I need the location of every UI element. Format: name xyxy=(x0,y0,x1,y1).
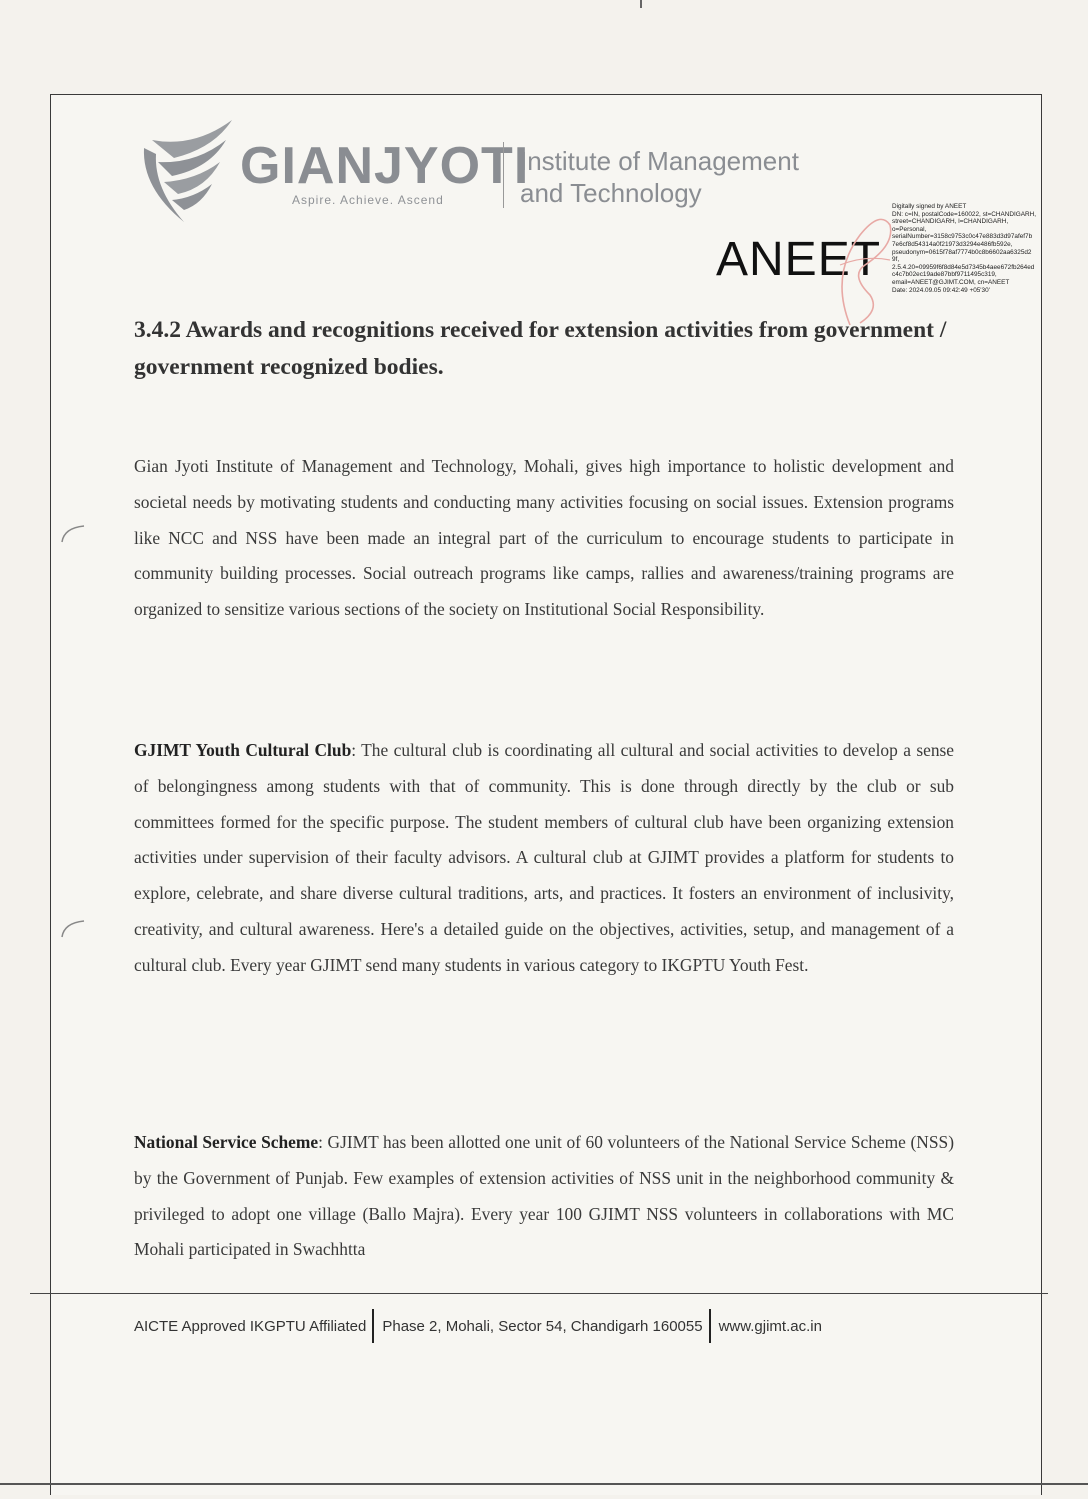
signature-detail-line: email=ANEET@GJIMT.COM, cn=ANEET xyxy=(892,278,1010,286)
signature-detail-line: street=CHANDIGARH, l=CHANDIGARH, xyxy=(892,218,1009,226)
nss-text: : GJIMT has been allotted one unit of 60 volunteers of the National Service Scheme (NSS) by the Government of Punjab. Few examples of extension activities of NSS unit in the neighborhood community & privileged to adopt one village (Ballo Majra). Every year 100 GJIMT NSS volunteers in collaborations with MC Mohali participated in Swachhtta xyxy=(134,1132,954,1260)
page-footer xyxy=(134,1309,822,1343)
signature-name: ANEET xyxy=(716,233,882,286)
section-title: 3.4.2 Awards and recognitions received for extension activities from government / government recognized bodies. xyxy=(134,317,947,380)
nss-heading: National Service Scheme xyxy=(134,1132,319,1152)
footer-website: www.gjimt.ac.in xyxy=(718,1317,822,1335)
punch-hole-mark-icon xyxy=(58,520,88,550)
footer-separator xyxy=(372,1309,374,1343)
signature-detail-line: o=Personal, xyxy=(892,225,927,233)
footer-separator xyxy=(709,1309,711,1343)
signature-detail-line: 7e6cf8d54314a0f21973d3294e486fb592e, xyxy=(892,240,1013,248)
punch-hole-mark-icon xyxy=(58,915,88,945)
institute-name-line1: Institute of Management xyxy=(520,146,799,176)
shield-logo-icon xyxy=(134,118,238,226)
signature-detail-line: c4c7b02ec19ade87bbf9711495c319, xyxy=(892,271,997,279)
nss-paragraph xyxy=(134,1125,954,1268)
signature-detail-line: 9f, xyxy=(892,256,900,264)
scan-edge xyxy=(0,1483,1088,1485)
scan-speck xyxy=(640,0,642,8)
institute-name xyxy=(520,145,799,209)
signature-detail-line: Date: 2024.09.05 09:42:49 +05'30' xyxy=(892,286,990,294)
signature-detail-line: DN: c=IN, postalCode=160022, st=CHANDIGARH, xyxy=(892,210,1037,218)
footer-approval: AICTE Approved IKGPTU Affiliated xyxy=(134,1317,367,1335)
brand-tagline: Aspire. Achieve. Ascend xyxy=(292,193,444,207)
header-divider xyxy=(503,142,504,208)
institute-name-line2: and Technology xyxy=(520,178,702,208)
intro-paragraph: Gian Jyoti Institute of Management and Technology, Mohali, gives high importance to holistic development and societal needs by motivating students and conducting many activities focusing on social issues. Extension programs like NCC and NSS have been made an integral part of the curriculum to encourage students to participate in community building processes. Social outreach programs like camps, rallies and awareness/training programs are organized to sensitize various sections of the society on Institutional Social Responsibility. xyxy=(134,456,954,620)
footer-divider xyxy=(30,1293,1048,1294)
cultural-club-heading: GJIMT Youth Cultural Club xyxy=(134,740,352,760)
footer-address: Phase 2, Mohali, Sector 54, Chandigarh 160055 xyxy=(382,1317,703,1335)
cultural-club-paragraph xyxy=(134,733,954,984)
signature-detail-line: Digitally signed by ANEET xyxy=(892,203,967,210)
signature-detail-line: pseudonym=0615f78af7774b0c8b6602aa6325d2 xyxy=(892,248,1032,256)
signature-detail-line: serialNumber=3158c9753c0c47e883d3d97afef7b xyxy=(892,233,1033,241)
cultural-club-text: : The cultural club is coordinating all cultural and social activities to develop a sense of belongingness among students with that of community. This is done through directly by the club or sub committees formed for the specific purpose. The student members of cultural club have been organizing extension activities under supervision of their faculty advisors. A cultural club at GJIMT provides a platform for students to explore, celebrate, and share diverse cultural traditions, arts, and practices. It fosters an environment of inclusivity, creativity, and cultural awareness. Here's a detailed guide on the objectives, activities, setup, and management of a cultural club. Every year GJIMT send many students in various category to IKGPTU Youth Fest. xyxy=(134,740,954,975)
signature-detail-line: 2.5.4.20=09959f6f8d84e5d7345b4aee672fb264ed xyxy=(892,263,1035,271)
signature-details xyxy=(892,203,1064,294)
brand-name: GIANJYOTI xyxy=(240,137,530,195)
